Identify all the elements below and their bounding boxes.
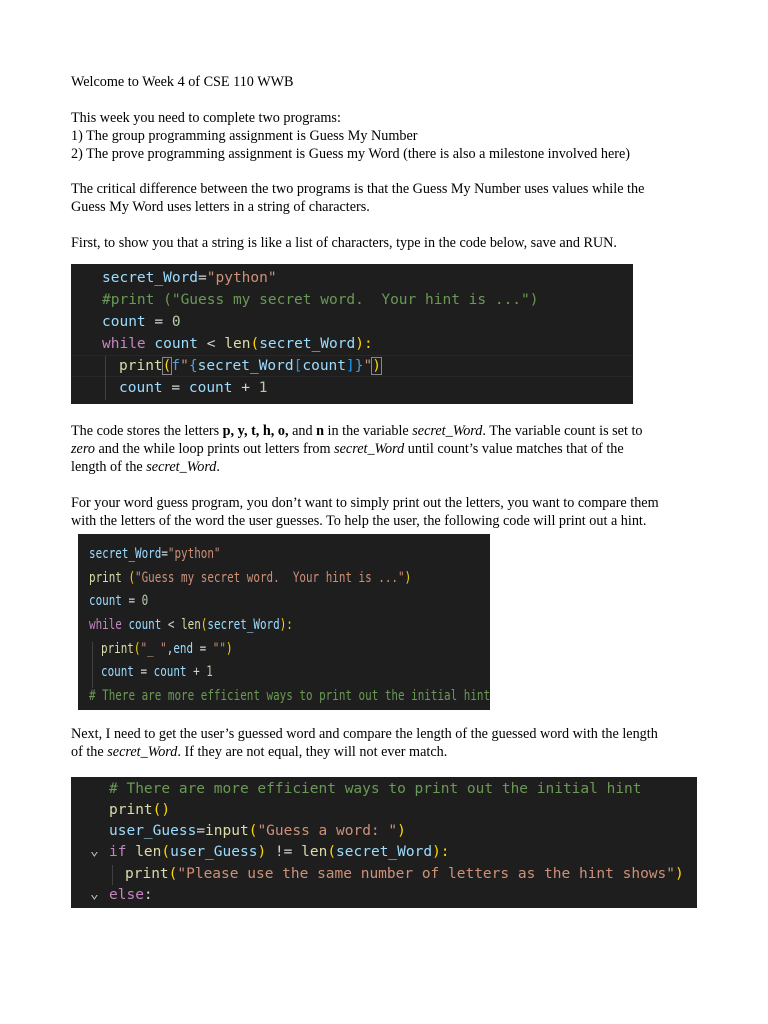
- code-line: print ("Guess my secret word. Your hint is ..."): [89, 570, 412, 586]
- code-line: count = count + 1: [101, 664, 213, 680]
- code-line: print("_ ",end = ""): [101, 641, 233, 657]
- code-block-3: [71, 777, 697, 908]
- paragraph-line: zero and the while loop prints out letters from secret_Word until count’s value matches that of the: [71, 441, 624, 457]
- code-line: count = 0: [89, 593, 149, 609]
- paragraph-line: length of the secret_Word.: [71, 459, 220, 475]
- document-title: Welcome to Week 4 of CSE 110 WWB: [71, 74, 294, 90]
- fold-chevron-icon[interactable]: ⌄: [90, 886, 99, 902]
- code-line: # There are more efficient ways to print out the initial hint: [89, 688, 490, 704]
- code-line: count = 0: [102, 314, 181, 330]
- intro-text: This week you need to complete two programs:: [71, 110, 341, 126]
- paragraph-line: of the secret_Word. If they are not equal, they will not ever match.: [71, 744, 448, 760]
- code-block-2: [78, 534, 490, 710]
- fold-chevron-icon[interactable]: ⌄: [90, 843, 99, 859]
- paragraph-line: For your word guess program, you don’t want to simply print out the letters, you want to compare them: [71, 495, 659, 511]
- code-line: print(f"{secret_Word[count]}"): [119, 358, 381, 374]
- code-line: secret_Word="python": [89, 546, 221, 562]
- paragraph-line: The code stores the letters p, y, t, h, o, and n in the variable secret_Word. The variable count is set to: [71, 423, 643, 439]
- code-line: print("Please use the same number of letters as the hint shows"): [125, 866, 684, 882]
- paragraph-line: with the letters of the word the user guesses. To help the user, the following code will print out a hint.: [71, 513, 647, 529]
- paragraph-line: The critical difference between the two programs is that the Guess My Number uses values while the: [71, 181, 645, 197]
- code-line: count = count + 1: [119, 380, 268, 396]
- code-line: user_Guess=input("Guess a word: "): [109, 823, 406, 839]
- code-line: # There are more efficient ways to print out the initial hint: [109, 781, 642, 797]
- code-line: while count < len(secret_Word):: [89, 617, 293, 633]
- paragraph-line: Next, I need to get the user’s guessed word and compare the length of the guessed word with the length: [71, 726, 658, 742]
- code-line: while count < len(secret_Word):: [102, 336, 373, 352]
- paragraph-line: First, to show you that a string is like a list of characters, type in the code below, save and RUN.: [71, 235, 617, 251]
- paragraph-line: Guess My Word uses letters in a string of characters.: [71, 199, 370, 215]
- code-line: secret_Word="python": [102, 270, 277, 286]
- list-item: 2) The prove programming assignment is Guess my Word (there is also a milestone involved here): [71, 146, 631, 162]
- code-line: if len(user_Guess) != len(secret_Word):: [109, 844, 450, 860]
- code-line: #print ("Guess my secret word. Your hint is ..."): [102, 292, 539, 308]
- code-block-1: [71, 264, 633, 404]
- code-line: else:: [109, 887, 153, 903]
- list-item: 1) The group programming assignment is Guess My Number: [71, 128, 418, 144]
- code-line: print(): [109, 802, 171, 818]
